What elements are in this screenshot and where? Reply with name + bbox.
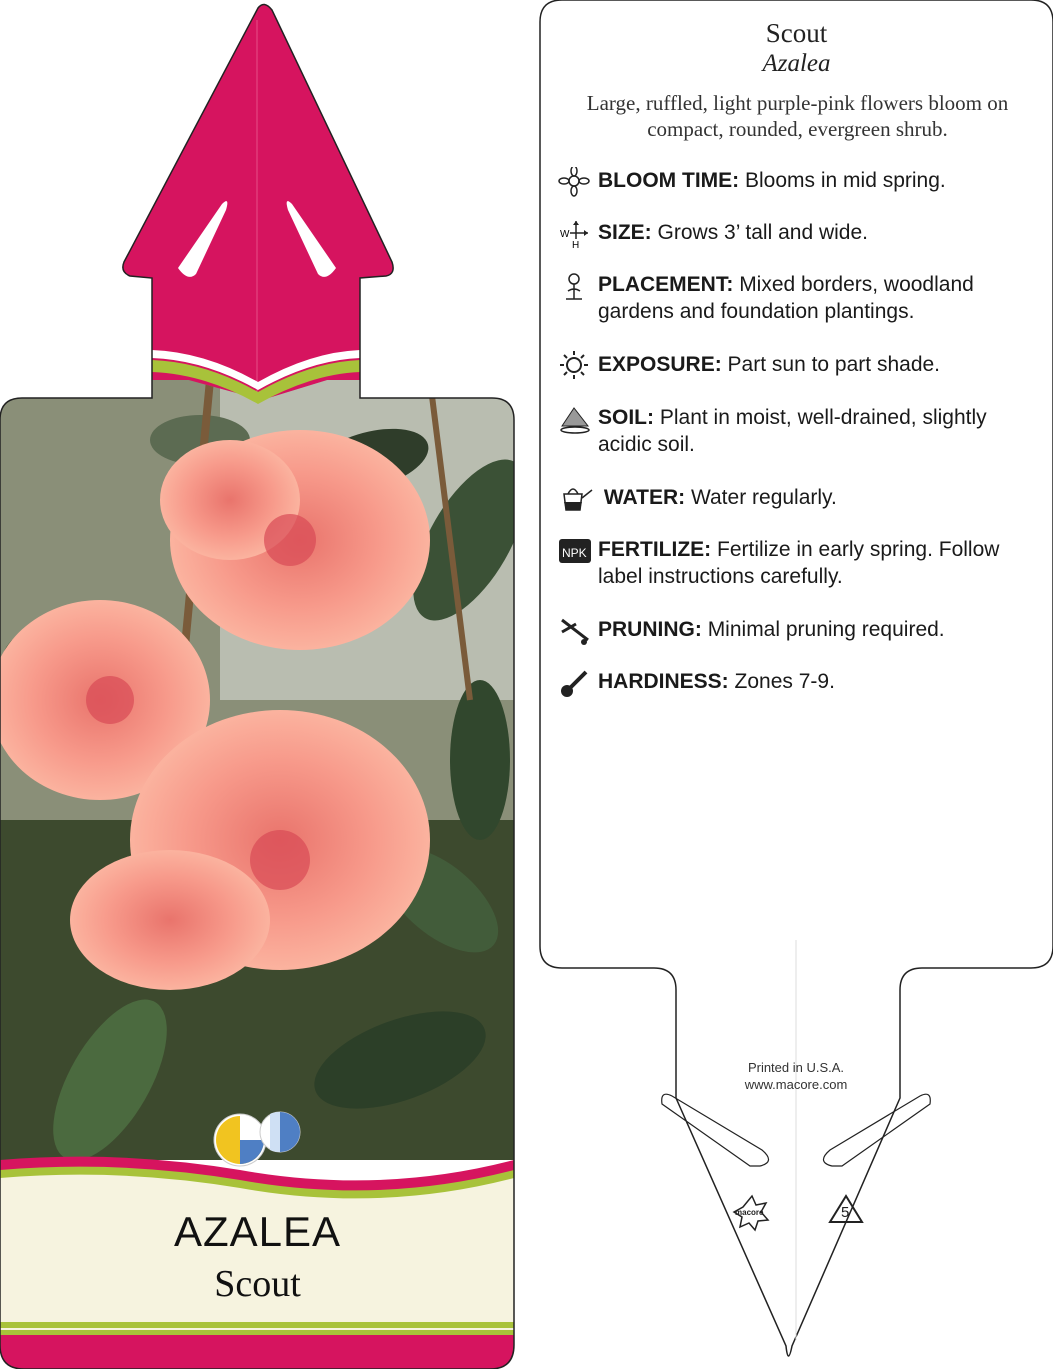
front-arrow-top — [123, 4, 393, 398]
pruning-label: PRUNING: — [598, 618, 702, 641]
info-bloom-time — [558, 167, 1038, 197]
info-fertilize — [558, 536, 1038, 590]
printed-in-text: Printed in U.S.A. — [747, 1060, 845, 1075]
placement-label: PLACEMENT: — [598, 273, 734, 296]
hardiness-label: HARDINESS: — [598, 670, 729, 693]
bloom-time-value: Blooms in mid spring. — [745, 169, 946, 192]
size-w-label: W — [560, 229, 570, 240]
brand-star-text: macore — [735, 1208, 764, 1217]
placement-icon — [558, 271, 598, 301]
fertilize-label: FERTILIZE: — [598, 538, 712, 561]
flower-icon — [558, 167, 598, 197]
recycle-number: 5 — [841, 1204, 850, 1221]
npk-icon-text: NPK — [562, 546, 587, 560]
water-label: WATER: — [603, 486, 686, 509]
size-h-label: H — [572, 240, 580, 249]
plant-description: Large, ruffled, light purple-pink flowers bloom on compact, rounded, evergreen shrub. — [586, 91, 1009, 141]
size-value: Grows 3’ tall and wide. — [657, 221, 868, 244]
soil-value: Plant in moist, well-drained, slightly acidic soil. — [598, 406, 987, 456]
size-label: SIZE: — [598, 221, 652, 244]
info-placement — [558, 271, 1038, 325]
watering-can-icon — [558, 484, 598, 514]
water-value: Water regularly. — [690, 486, 837, 509]
info-exposure — [558, 351, 1038, 381]
soil-icon — [558, 404, 598, 434]
exposure-label: EXPOSURE: — [598, 353, 722, 376]
azalea-photo — [0, 380, 550, 1180]
info-size — [558, 219, 1038, 249]
soil-label: SOIL: — [598, 406, 654, 429]
placement-value: Mixed borders, woodland gardens and foundation plantings. — [598, 273, 974, 323]
front-variety: Scout — [214, 1263, 301, 1305]
front-plant-type: AZALEA — [173, 1208, 342, 1255]
exposure-value: Part sun to part shade. — [727, 353, 941, 376]
info-hardiness — [558, 668, 1038, 698]
website-text: www.macore.com — [744, 1077, 848, 1092]
back-common-name: Scout — [765, 18, 828, 48]
info-water — [558, 484, 1038, 514]
pruning-value: Minimal pruning required. — [707, 618, 945, 641]
hardiness-value: Zones 7-9. — [734, 670, 835, 693]
fertilize-value: Fertilize in early spring. Follow label instructions carefully. — [598, 538, 1000, 588]
bloom-time-label: BLOOM TIME: — [598, 169, 740, 192]
sun-icon — [558, 351, 598, 381]
info-soil — [558, 404, 1038, 458]
npk-icon — [558, 536, 598, 566]
pruners-icon — [558, 616, 598, 646]
size-arrows-icon — [558, 219, 598, 249]
info-pruning — [558, 616, 1038, 646]
thermometer-icon — [558, 668, 598, 698]
back-genus: Azalea — [762, 50, 831, 77]
